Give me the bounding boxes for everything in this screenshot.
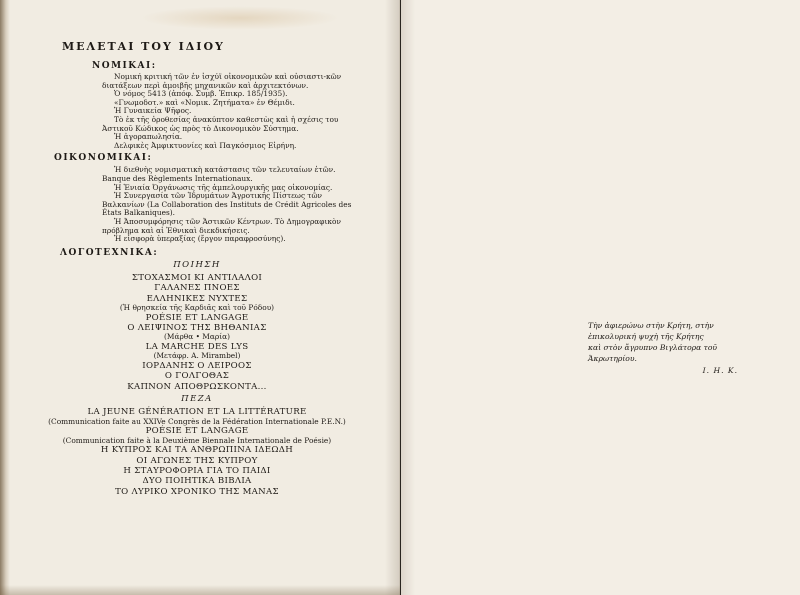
prose-title: Η ΚΥΠΡΟΣ ΚΑΙ ΤΑ ΑΝΘΡΩΠΙΝΑ ΙΔΕΩΔΗ [100, 445, 294, 456]
poetry-title: POÉSIE ET LANGAGE [145, 312, 249, 323]
list-item: Ὁ νόμος 5413 (ἀπόφ. Συμβ. Ἐπικρ. 185/1935). [114, 89, 288, 99]
poetry-title: ΣΤΟΧΑΣΜΟΙ ΚΙ ΑΝΤΙΛΑΛΟΙ [131, 272, 263, 283]
section-heading-economic: ΟΙΚΟΝΟΜΙΚΑΙ: [54, 153, 153, 164]
right-page [401, 0, 800, 595]
legal-entries [102, 73, 362, 150]
list-item: «Γνωμοδοτ.» καὶ «Νομικ. Ζητήματα» ἐν Θέμιδι. [114, 97, 295, 107]
author-initials: Ι. Η. Κ. [702, 366, 738, 375]
poetry-note: (Μάρθα • Μαρία) [164, 332, 230, 342]
dedication-line: καὶ στὸν ἄγρυπνο Βιγλάτορα τοῦ [588, 343, 718, 352]
subheading-poetry: ΠΟΙΗΣΗ [173, 259, 221, 270]
dedication-line: Τὴν ἀφιερώνω στὴν Κρήτη, στὴν [588, 321, 714, 330]
prose-note: (Communication faite au XXIVe Congrès de la Fédération Internationale P.E.N.) [48, 416, 346, 426]
dedication-line: ἐπικολυρική ψυχὴ τῆς Κρήτης [588, 332, 704, 341]
prose-title: ΟΙ ΑΓΩΝΕΣ ΤΗΣ ΚΥΠΡΟΥ [136, 455, 258, 466]
section-heading-legal: ΝΟΜΙΚΑΙ: [92, 61, 157, 71]
list-item: Ἡ διεθνὴς νομισματικὴ κατάστασις τῶν τελευταίων ἐτῶν. Banque des Règlements Internationaux. [102, 165, 336, 183]
prose-title: ΤΟ ΛΥΡΙΚΟ ΧΡΟΝΙΚΟ ΤΗΣ ΜΑΝΑΣ [115, 486, 279, 497]
list-item: Ἡ Συνεργασία τῶν Ἱδρυμάτων Ἀγροτικῆς Πίστεως τῶν Βαλκανίων (La Collaboration des Instituts de Crédit Agricoles des États Balkaniques). [102, 191, 352, 218]
list-item: Ἡ εἰσφορὰ ὑπεραξίας (ἔργον παραφροσύνης). [114, 234, 286, 244]
prose-list [32, 407, 362, 497]
poetry-title: LA MARCHE DES LYS [145, 341, 249, 352]
poetry-list [32, 273, 362, 392]
list-item: Τὸ ἐκ τῆς ὁροθεσίας ἀνακύπτον καθεστὼς καὶ ἡ σχέσις του Ἀστικοῦ Κώδικος ὡς πρὸς τὸ Δικονομικὸν Σύστημα. [102, 114, 339, 133]
list-item: Δελφικὲς Ἀμφικτυονίες καὶ Παγκόσμιος Εἰρήνη. [114, 140, 297, 150]
list-item: Ἡ Ἑνιαία Ὀργάνωσις τῆς ἀμπελουργικῆς μας οἰκονομίας. [114, 182, 333, 192]
poetry-title: Ο ΛΕΙΨΙΝΟΣ ΤΗΣ ΒΗΘΑΝΙΑΣ [127, 322, 267, 333]
gutter-shadow [385, 0, 399, 595]
economic-entries [102, 166, 362, 243]
prose-title: POÉSIE ET LANGAGE [145, 426, 249, 437]
prose-title: LA JEUNE GÉNÉRATION ET LA LITTÉRATURE [87, 407, 307, 418]
paper-stain [140, 6, 340, 30]
list-item: Ἡ Ἀποσυμφόρησις τῶν Ἀστικῶν Κέντρων. Τὸ Δημογραφικὸν πρόβλημα καὶ αἱ Ἐθνικαὶ διεκδικήσεις. [102, 216, 341, 235]
page-wear [0, 585, 400, 595]
prose-title: Η ΣΤΑΥΡΟΦΟΡΙΑ ΓΙΑ ΤΟ ΠΑΙΔΙ [123, 465, 271, 476]
gutter-shadow [401, 0, 415, 595]
page-edge [0, 0, 10, 595]
prose-note: (Communication faite à la Deuxième Biennale Internationale de Poésie) [62, 435, 332, 445]
works-list [32, 40, 362, 497]
poetry-title: ΙΟΡΔΑΝΗΣ Ο ΛΕΙΡΟΟΣ [142, 360, 252, 371]
poetry-title: ΓΑΛΑΝΕΣ ΠΝΟΕΣ [154, 283, 240, 294]
prose-title: ΔΥΟ ΠΟΙΗΤΙΚΑ ΒΙΒΛΙΑ [142, 476, 252, 487]
subheading-prose: ΠΕΖΑ [181, 394, 213, 405]
poetry-title: ΕΛΛΗΝΙΚΕΣ ΝΥΧΤΕΣ [146, 293, 248, 304]
list-item: Νομική κριτική τῶν ἐν ἰσχύϊ οἰκονομικῶν καὶ οὐσιαστι-κῶν διατάξεων περὶ ἀμοιβῆς μηχανικῶν καὶ ἀρχιτεκτόνων. [102, 72, 342, 90]
page-title: ΜΕΛΕΤΑΙ ΤΟΥ ΙΔΙΟΥ [62, 40, 225, 53]
list-item: Ἡ Γυναικεία Ψῆφος. [114, 106, 192, 116]
section-heading-literary: ΛΟΓΟΤΕΧΝΙΚΑ: [60, 247, 159, 258]
dedication [588, 320, 738, 376]
list-item: Ἡ ἀγοραπωλησία. [114, 132, 183, 142]
poetry-title: Ο ΓΟΛΓΟΘΑΣ [164, 371, 230, 382]
poetry-title: ΚΑΠΝΟΝ ΑΠΟΘΡΩΣΚΟΝΤΑ... [127, 381, 267, 392]
poetry-note: (Ἡ θρησκεία τῆς Καρδιᾶς καὶ τοῦ Ρόδου) [119, 302, 275, 312]
poetry-note: (Μετάφρ. A. Mirambel) [153, 351, 241, 361]
dedication-line: Ἀκρωτηρίου. [588, 354, 637, 363]
